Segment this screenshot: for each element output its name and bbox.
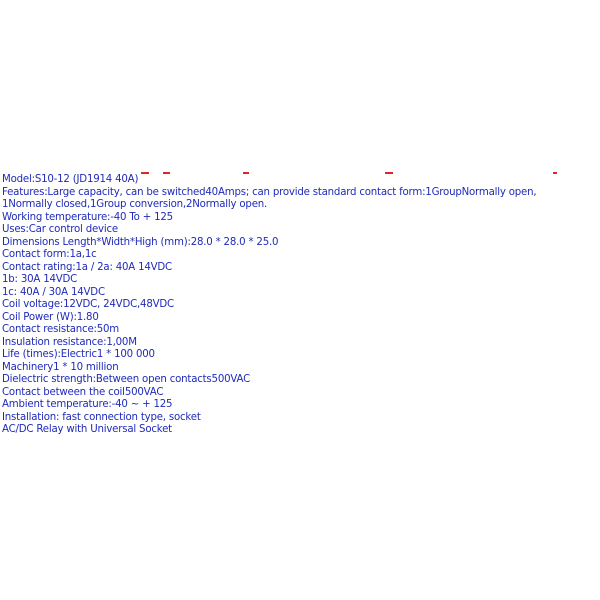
spec-contact-resistance: Contact resistance:50m bbox=[2, 324, 120, 335]
spec-coil-power: Coil Power (W):1.80 bbox=[2, 311, 99, 323]
spec-dimensions: Dimensions Length*Width*High (mm):28.0 * 28.0 * 25.0 bbox=[2, 236, 279, 248]
spec-life-machinery: Machinery1 * 10 million bbox=[2, 361, 119, 373]
spec-life-electric: Life (times):Electric1 * 100 000 bbox=[2, 349, 155, 360]
spec-model: Model:S10-12 (JD1914 40A) bbox=[2, 174, 139, 185]
spec-ambient-temperature: Ambient temperature:-40 ~ + 125 bbox=[2, 399, 173, 410]
spec-cut-off-line: AC/DC Relay with Universal Socket bbox=[2, 424, 172, 435]
spec-rating-1b: 1b: 30A 14VDC bbox=[2, 274, 78, 285]
spec-working-temperature: Working temperature:-40 To + 125 bbox=[2, 211, 173, 223]
spec-dielectric-coil: Contact between the coil500VAC bbox=[2, 386, 164, 398]
spec-features: Features:Large capacity, can be switched40Amps; can provide standard contact form:1GroupNormally open, 1Normally closed,1Group conversion,2Normally open. bbox=[2, 186, 537, 210]
spec-coil-voltage: Coil voltage:12VDC, 24VDC,48VDC bbox=[2, 299, 174, 310]
spec-installation: Installation: fast connection type, socket bbox=[2, 411, 201, 423]
spec-contact-rating: Contact rating:1a / 2a: 40A 14VDC bbox=[2, 261, 172, 273]
spec-dielectric-strength: Dielectric strength:Between open contacts500VAC bbox=[2, 374, 251, 385]
spec-insulation-resistance: Insulation resistance:1,00M bbox=[2, 336, 137, 348]
spec-uses: Uses:Car control device bbox=[2, 224, 118, 235]
spec-contact-form: Contact form:1a,1c bbox=[2, 249, 97, 260]
spec-rating-1c: 1c: 40A / 30A 14VDC bbox=[2, 286, 105, 298]
product-spec-block bbox=[2, 174, 588, 435]
